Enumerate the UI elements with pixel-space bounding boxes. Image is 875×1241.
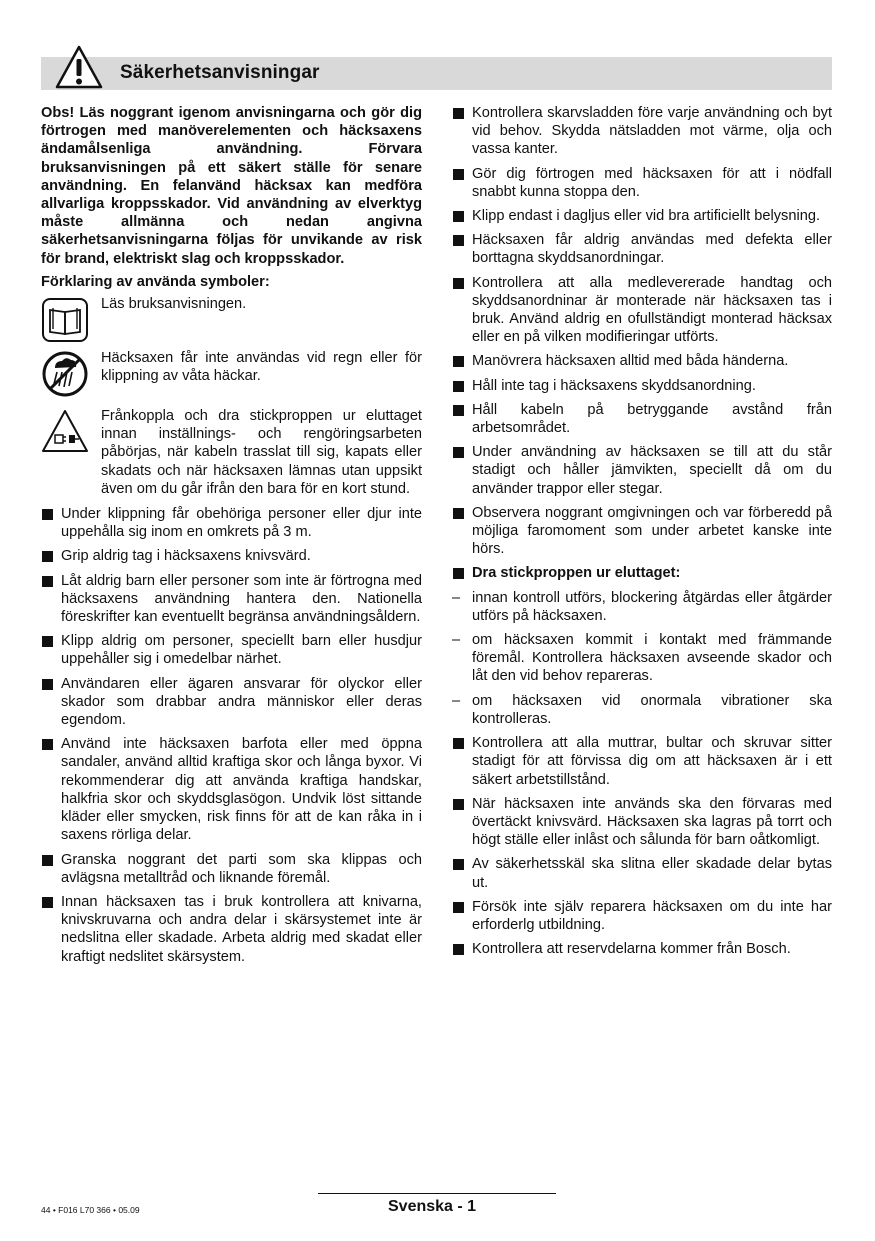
- bullet-square-icon: [453, 356, 464, 367]
- list-item: Kontrollera att alla medlevererade handtag och skyddsanordninar är monterade när häcksaxen tas i bruk. Använd aldrig en ofullständigt monterad häcksax eller en på vilken modifieringar utförts.: [452, 274, 832, 347]
- footer-document-code: 44 • F016 L70 366 • 05.09: [41, 1205, 140, 1215]
- list-item: Grip aldrig tag i häcksaxens knivsvärd.: [41, 547, 422, 565]
- bullet-square-icon: [42, 855, 53, 866]
- bullet-square-icon: [42, 551, 53, 562]
- dash-marker: –: [452, 589, 461, 606]
- symbol-text: Frånkoppla och dra stickproppen ur eluttaget innan inställnings- och rengöringsarbeten påbörjas, när kabeln trasslat till sig, kapats eller skadats och när häcksaxen lämnas utan uppsikt även om du går ifrån den bara för en kort stund.: [101, 408, 422, 497]
- list-item: Använd inte häcksaxen barfota eller med öppna sandaler, använd alltid kraftiga skor och långa byxor. Vi rekommenderar dig att använda kraftiga handskar, halkfria skor och skyddsglasögon. Undvik löst sittande kläder eller smycken, risk finns för att de kan råka in i saxens rörliga delar.: [41, 735, 422, 844]
- symbol-text: Läs bruksanvisningen.: [101, 296, 247, 313]
- list-item: Håll inte tag i häcksaxens skyddsanordning.: [452, 377, 832, 395]
- unplug-warning-icon: [41, 409, 89, 453]
- list-item: Under klippning får obehöriga personer eller djur inte uppehålla sig inom en omkrets på 3 m.: [41, 505, 422, 541]
- bullet-square-icon: [453, 405, 464, 416]
- dash-marker: –: [452, 632, 461, 649]
- list-item: Låt aldrig barn eller personer som inte är förtrogna med häcksaxens användning hantera den. Nationella föreskrifter kan eventuellt begränsa användningsåldern.: [41, 572, 422, 627]
- bullet-square-icon: [453, 902, 464, 913]
- bullet-square-icon: [453, 568, 464, 579]
- symbol-row-no-rain: [41, 349, 422, 407]
- list-item: Observera noggrant omgivningen och var förberedd på möjliga faromoment som under arbetet kanske inte hörs.: [452, 504, 832, 559]
- list-item: Kontrollera att reservdelarna kommer från Bosch.: [452, 940, 832, 958]
- list-item: Kontrollera att alla muttrar, bultar och skruvar sitter stadigt för att förvissa dig om att häcksaxen är i ett säkert arbetstillstånd.: [452, 734, 832, 789]
- bullet-square-icon: [453, 508, 464, 519]
- bullet-square-icon: [453, 235, 464, 246]
- bullet-square-icon: [453, 108, 464, 119]
- footer-divider: [318, 1193, 556, 1194]
- list-item: När häcksaxen inte används ska den förvaras med övertäckt knivsvärd. Häcksaxen ska lagras på torrt och högt ställe eller inlåst och sålunda för barn oåtkomligt.: [452, 795, 832, 850]
- dash-item: – om häcksaxen kommit i kontakt med främmande föremål. Kontrollera häcksaxen avseende skador och låt den vid behov repareras.: [452, 632, 832, 685]
- bullet-square-icon: [453, 278, 464, 289]
- dash-item: – innan kontroll utförs, blockering åtgärdas eller åtgärder utförs på häcksaxen.: [452, 589, 832, 624]
- list-item: Gör dig förtrogen med häcksaxen för att i nödfall snabbt kunna stoppa den.: [452, 165, 832, 201]
- list-item: Försök inte själv reparera häcksaxen om du inte har erforderlg utbildning.: [452, 898, 832, 934]
- bullet-square-icon: [42, 739, 53, 750]
- bullet-square-icon: [42, 897, 53, 908]
- right-column: [452, 104, 832, 964]
- symbol-text: Häcksaxen får inte användas vid regn eller för klippning av våta häckar.: [101, 350, 422, 385]
- warning-triangle-icon: [54, 44, 104, 90]
- list-item: Häcksaxen får aldrig användas med defekta eller borttagna skyddsanordningar.: [452, 231, 832, 267]
- no-rain-icon: [41, 350, 89, 398]
- bullet-square-icon: [42, 509, 53, 520]
- bullet-square-icon: [42, 679, 53, 690]
- bullet-square-icon: [453, 211, 464, 222]
- list-item: Av säkerhetsskäl ska slitna eller skadade delar bytas ut.: [452, 855, 832, 891]
- bullet-square-icon: [453, 738, 464, 749]
- dash-item: – om häcksaxen vid onormala vibrationer ska kontrolleras.: [452, 692, 832, 727]
- list-item: Användaren eller ägaren ansvarar för olyckor eller skador som drabbar andra människor eller deras egendom.: [41, 675, 422, 730]
- bullet-square-icon: [453, 944, 464, 955]
- bullet-square-icon: [453, 447, 464, 458]
- bullet-square-icon: [42, 636, 53, 647]
- manual-book-icon: [41, 297, 89, 343]
- list-item: Klipp aldrig om personer, speciellt barn eller husdjur uppehåller sig i omedelbar närhet.: [41, 632, 422, 668]
- page-title: Säkerhetsanvisningar: [120, 62, 320, 83]
- list-item: Kontrollera skarvsladden före varje användning och byt vid behov. Skydda nätsladden mot värme, olja och vassa kanter.: [452, 104, 832, 159]
- symbol-row-manual: [41, 295, 422, 349]
- dash-marker: –: [452, 692, 461, 709]
- bullet-square-icon: [453, 169, 464, 180]
- list-item: Innan häcksaxen tas i bruk kontrollera att knivarna, knivskruvarna och andra delar i skärsystemet inte är nedslitna eller skadade. Arbeta aldrig med skadat eller kraftigt nedslitet skärsystem.: [41, 893, 422, 966]
- list-item: Manövrera häcksaxen alltid med båda händerna.: [452, 352, 832, 370]
- list-item: Håll kabeln på betryggande avstånd från arbetsområdet.: [452, 401, 832, 437]
- intro-paragraph: Obs! Läs noggrant igenom anvisningarna och gör dig förtrogen med manöverelementen och häcksaxens ändamålsenliga användning. Förvara bruksanvisningen på ett säkert ställe för senare användning. En felanvänd häcksax kan medföra allvarliga kroppsskador. Vid användning av elverktyg måste allmänna och nedan angivna säkerhetsanvisningarna följas för unvikande av risk för brand, elektriskt slag och kroppsskador.: [41, 105, 422, 267]
- list-item: Under användning av häcksaxen se till att du står stadigt och håller jämvikten, speciellt då om du använder trappor eller stegar.: [452, 443, 832, 498]
- unplug-heading: Dra stickproppen ur eluttaget:: [452, 564, 832, 582]
- bullet-square-icon: [453, 381, 464, 392]
- list-item: Klipp endast i dagljus eller vid bra artificiellt belysning.: [452, 207, 832, 225]
- footer-page-label: Svenska - 1: [388, 1198, 477, 1215]
- bullet-square-icon: [453, 799, 464, 810]
- left-column: [41, 104, 422, 972]
- bullet-square-icon: [42, 576, 53, 587]
- symbol-row-unplug: [41, 407, 422, 498]
- list-item: Granska noggrant det parti som ska klippas och avlägsna metalltråd och liknande föremål.: [41, 851, 422, 887]
- symbols-heading: Förklaring av använda symboler:: [41, 273, 270, 290]
- bullet-square-icon: [453, 859, 464, 870]
